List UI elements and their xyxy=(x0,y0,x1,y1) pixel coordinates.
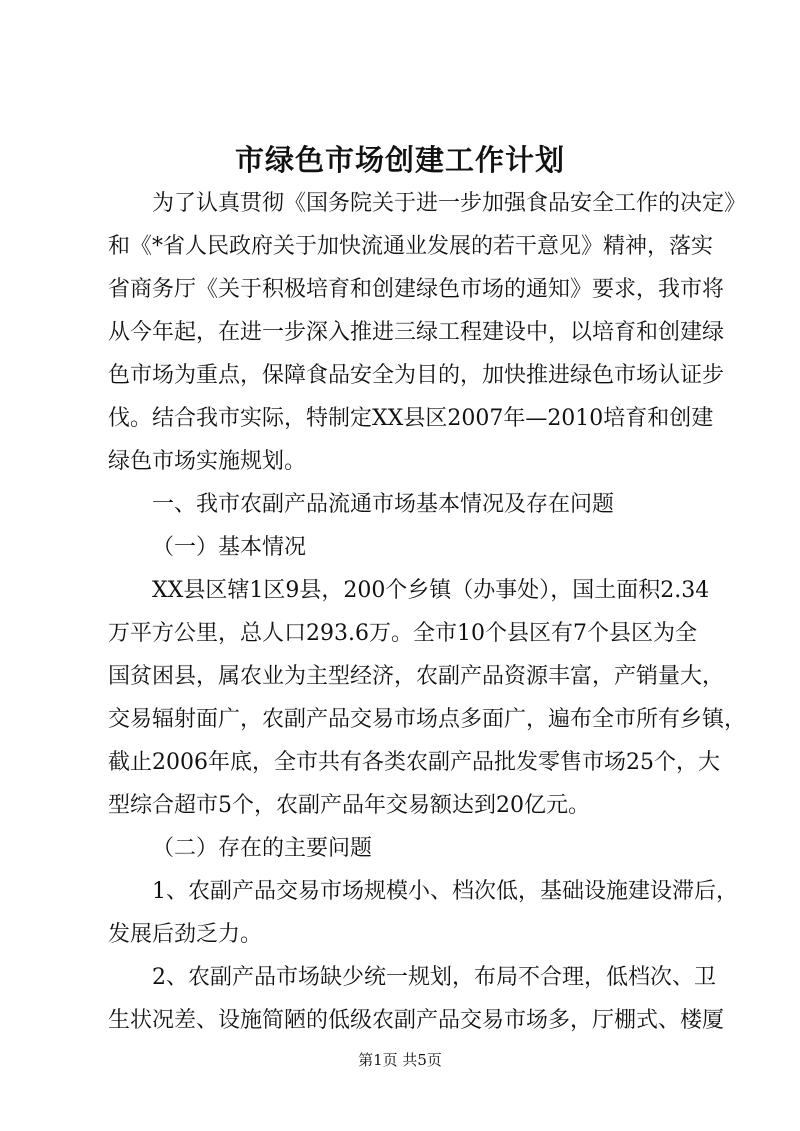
page-number-footer: 第1页 共5页 xyxy=(358,1051,442,1069)
body-line: 和《*省人民政府关于加快流通业发展的若干意见》精神，落实 xyxy=(108,234,714,259)
subsection-heading: （一）基本情况 xyxy=(152,535,307,560)
document-title: 市绿色市场创建工作计划 xyxy=(234,143,565,177)
body-line: 伐。结合我市实际，特制定XX县区2007年—2010培育和创建 xyxy=(108,406,714,431)
subsection-heading: （二）存在的主要问题 xyxy=(152,836,373,861)
body-line: XX县区辖1区9县，200个乡镇（办事处），国土面积2.34 xyxy=(152,578,710,603)
body-line: 截止2006年底，全市共有各类农副产品批发零售市场25个，大 xyxy=(108,750,720,775)
body-line: 1、农副产品交易市场规模小、档次低，基础设施建设滞后， xyxy=(152,879,738,904)
body-line: 从今年起，在进一步深入推进三绿工程建设中，以培育和创建绿 xyxy=(108,320,725,345)
body-line: 2、农副产品市场缺少统一规划，布局不合理，低档次、卫 xyxy=(152,965,716,990)
body-line: 色市场为重点，保障食品安全为目的，加快推进绿色市场认证步 xyxy=(108,363,725,388)
body-line: 为了认真贯彻《国务院关于进一步加强食品安全工作的决定》 xyxy=(152,191,747,216)
section-heading: 一、我市农副产品流通市场基本情况及存在问题 xyxy=(152,492,615,517)
body-line: 生状况差、设施简陋的低级农副产品交易市场多，厅棚式、楼厦 xyxy=(108,1008,725,1033)
body-line: 发展后劲乏力。 xyxy=(108,922,263,947)
body-line: 国贫困县，属农业为主型经济，农副产品资源丰富，产销量大， xyxy=(108,664,725,689)
body-line: 交易辐射面广，农副产品交易市场点多面广，遍布全市所有乡镇， xyxy=(108,707,747,732)
body-line: 省商务厅《关于积极培育和创建绿色市场的通知》要求，我市将 xyxy=(108,277,725,302)
body-line: 万平方公里，总人口293.6万。全市10个县区有7个县区为全 xyxy=(108,621,697,646)
body-line: 绿色市场实施规划。 xyxy=(108,449,307,474)
body-line: 型综合超市5个，农副产品年交易额达到20亿元。 xyxy=(108,793,590,818)
